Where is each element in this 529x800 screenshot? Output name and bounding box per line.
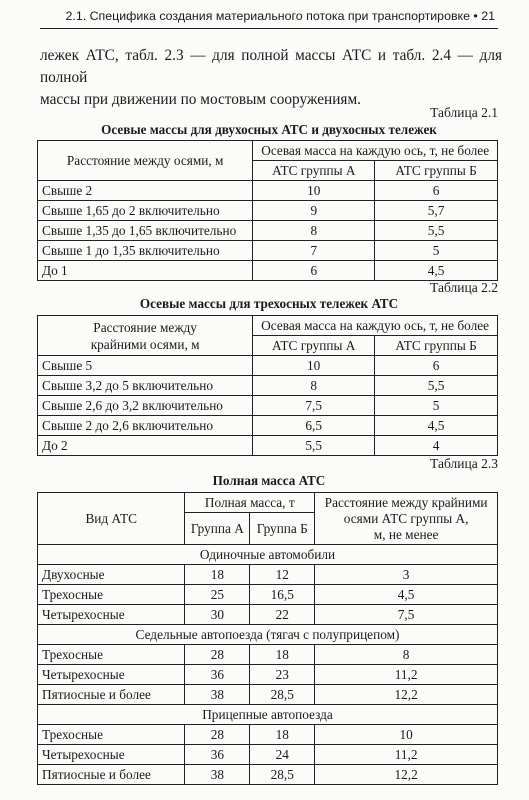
table-cell: 10 (253, 356, 375, 376)
table-cell: 4,5 (375, 261, 498, 281)
table-cell: 24 (250, 745, 315, 765)
table-cell: 12,2 (315, 685, 498, 705)
table-cell: Свыше 2 (38, 181, 253, 201)
table-row (38, 565, 498, 585)
table-cell: 6 (375, 356, 498, 376)
table-3-number: Таблица 2.3 (430, 456, 498, 471)
table-cell: До 2 (38, 436, 253, 456)
table-3-col-a: Группа А (185, 513, 250, 545)
table-row (38, 725, 498, 745)
table-2-head-group: Осевая масса на каждую ось, т, не более (253, 316, 498, 336)
table-cell: Пятиосные и более (38, 765, 185, 785)
section-title: Прицепные автопоезда (38, 705, 498, 725)
table-cell: 3 (315, 565, 498, 585)
table-cell: Пятиосные и более (38, 685, 185, 705)
table-cell: 6 (375, 181, 498, 201)
table-cell: Трехосные (38, 725, 185, 745)
table-cell: 30 (185, 605, 250, 625)
table-1-title: Осевые массы для двухосных АТС и двухосных тележек (101, 122, 437, 137)
table-2-col-b: АТС группы Б (375, 336, 498, 356)
table-cell: Свыше 2 до 2,6 включительно (38, 416, 253, 436)
table-cell: 22 (250, 605, 315, 625)
table-cell: 36 (185, 665, 250, 685)
table-cell: 25 (185, 585, 250, 605)
table-1-col-a: АТС группы А (253, 161, 375, 181)
table-2-title: Осевые массы для трехосных тележек АТС (139, 296, 399, 311)
intro-line-1: лежек АТС, табл. 2.3 — для полной массы АТС и табл. 2.4 — для полной (40, 47, 502, 86)
table-3-section-row (38, 625, 498, 645)
table-cell: 10 (253, 181, 375, 201)
table-row (38, 376, 498, 396)
table-cell: 18 (250, 645, 315, 665)
table-3-head-distance-line-1: Расстояние между крайними (324, 494, 488, 510)
table-row (38, 605, 498, 625)
table-cell: 28 (185, 645, 250, 665)
table-cell: 11,2 (315, 745, 498, 765)
table-cell: 8 (253, 376, 375, 396)
table-2-number: Таблица 2.2 (430, 280, 498, 295)
table-cell: Свыше 1 до 1,35 включительно (38, 241, 253, 261)
table-cell: 12,2 (315, 765, 498, 785)
table-cell: 4,5 (315, 585, 498, 605)
table-cell: 38 (185, 685, 250, 705)
table-cell: 8 (315, 645, 498, 665)
table-cell: 7,5 (315, 605, 498, 625)
table-3-head-distance-line-3: м, не менее (373, 526, 439, 542)
table-2-col-a: АТС группы А (253, 336, 375, 356)
table-cell: 38 (185, 765, 250, 785)
table-row (38, 745, 498, 765)
table-2-head-left-line-1: Расстояние между (93, 319, 197, 335)
table-cell: 10 (315, 725, 498, 745)
table-3-section-row (38, 705, 498, 725)
table-cell: 5,5 (253, 436, 375, 456)
table-cell: Свыше 5 (38, 356, 253, 376)
table-cell: 7,5 (253, 396, 375, 416)
table-3-title: Полная масса АТС (212, 473, 326, 488)
table-row (38, 356, 498, 376)
table-3-section-row (38, 545, 498, 565)
table-cell: Четырехосные (38, 745, 185, 765)
header-rule (40, 28, 498, 29)
table-cell: 9 (253, 201, 375, 221)
table-cell: Свыше 2,6 до 3,2 включительно (38, 396, 253, 416)
table-cell: 18 (185, 565, 250, 585)
table-cell: 23 (250, 665, 315, 685)
table-cell: 7 (253, 241, 375, 261)
table-1-head-left: Расстояние между осями, м (38, 141, 253, 181)
table-3 (37, 492, 498, 785)
table-cell: 6 (253, 261, 375, 281)
table-cell: Двухосные (38, 565, 185, 585)
table-cell: 16,5 (250, 585, 315, 605)
table-cell: Четырехосные (38, 605, 185, 625)
table-1-col-b: АТС группы Б (375, 161, 498, 181)
table-cell: 4,5 (375, 416, 498, 436)
table-cell: 5,5 (375, 221, 498, 241)
table-cell: 12 (250, 565, 315, 585)
table-row (38, 685, 498, 705)
running-header: 2.1. Специфика создания материального потока при транспортировке • 21 (65, 9, 495, 23)
table-row (38, 585, 498, 605)
table-row (38, 201, 498, 221)
table-cell: 28,5 (250, 685, 315, 705)
table-cell: 11,2 (315, 665, 498, 685)
table-3-header-row-1 (38, 493, 498, 513)
table-cell: 28 (185, 725, 250, 745)
table-cell: 5,7 (375, 201, 498, 221)
table-2-head-left (38, 316, 253, 356)
table-cell: 4 (375, 436, 498, 456)
table-2 (37, 315, 498, 456)
table-cell: 6,5 (253, 416, 375, 436)
table-2-head-left-line-2: крайними осями, м (90, 336, 200, 352)
table-cell: Четырехосные (38, 665, 185, 685)
table-row (38, 261, 498, 281)
table-1-head-group: Осевая масса на каждую ось, т, не более (253, 141, 498, 161)
table-row (38, 221, 498, 241)
table-row (38, 436, 498, 456)
table-3-head-mass: Полная масса, т (185, 493, 315, 513)
table-cell: 5 (375, 241, 498, 261)
table-cell: 8 (253, 221, 375, 241)
intro-line-2: массы при движении по мостовым сооружениям. (40, 91, 361, 108)
table-cell: Свыше 1,35 до 1,65 включительно (38, 221, 253, 241)
table-1-number: Таблица 2.1 (430, 105, 498, 120)
table-3-head-distance-line-2: осями АТС группы А, (343, 510, 469, 526)
table-row (38, 765, 498, 785)
table-3-head-type: Вид АТС (38, 493, 185, 545)
table-row (38, 181, 498, 201)
table-cell: Свыше 1,65 до 2 включительно (38, 201, 253, 221)
table-cell: 18 (250, 725, 315, 745)
table-1-header-row-1 (38, 141, 498, 161)
table-cell: Свыше 3,2 до 5 включительно (38, 376, 253, 396)
table-cell: 28,5 (250, 765, 315, 785)
table-cell: 36 (185, 745, 250, 765)
table-row (38, 665, 498, 685)
table-cell: Трехосные (38, 645, 185, 665)
section-title: Седельные автопоезда (тягач с полуприцепом) (38, 625, 498, 645)
table-cell: До 1 (38, 261, 253, 281)
table-3-head-distance (315, 493, 498, 545)
section-title: Одиночные автомобили (38, 545, 498, 565)
table-cell: 5 (375, 396, 498, 416)
table-cell: 5,5 (375, 376, 498, 396)
table-row (38, 241, 498, 261)
table-3-col-b: Группа Б (250, 513, 315, 545)
table-1 (37, 140, 498, 281)
intro-paragraph (40, 45, 502, 111)
table-row (38, 645, 498, 665)
table-cell: Трехосные (38, 585, 185, 605)
table-2-header-row-1 (38, 316, 498, 336)
table-row (38, 396, 498, 416)
table-row (38, 416, 498, 436)
